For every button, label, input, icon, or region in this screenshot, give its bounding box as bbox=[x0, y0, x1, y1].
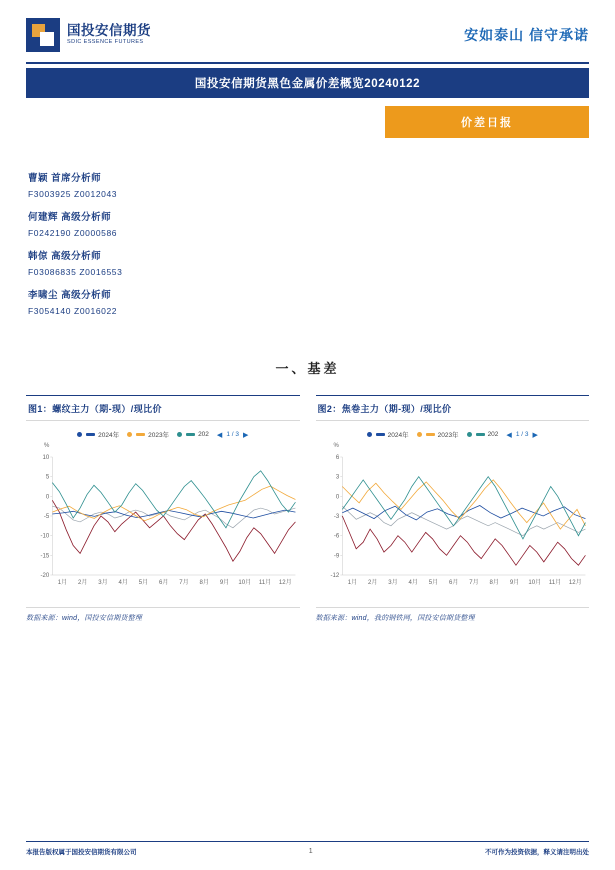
legend-label: 2023年 bbox=[148, 432, 170, 439]
analyst-code: F3003925 Z0012043 bbox=[28, 189, 118, 199]
analyst-list bbox=[26, 170, 589, 316]
figure-1 bbox=[26, 395, 300, 623]
header-divider bbox=[26, 62, 589, 64]
svg-text:0: 0 bbox=[45, 494, 50, 501]
figure-2-y-unit: % bbox=[333, 443, 339, 449]
figure-2-caption: 图2：焦卷主力（期-现）/现比价 bbox=[316, 395, 590, 421]
logo-english-name: SDIC ESSENCE FUTURES bbox=[67, 39, 144, 46]
figure-2-x-ticklabels bbox=[347, 578, 581, 586]
svg-text:-9: -9 bbox=[333, 553, 339, 560]
legend-marker-icon bbox=[127, 432, 132, 437]
analyst-entry bbox=[28, 170, 589, 199]
figure-1-source: 数据来源：wind，国投安信期货整理 bbox=[26, 607, 300, 623]
svg-text:0: 0 bbox=[335, 494, 339, 501]
analyst-entry bbox=[28, 209, 589, 238]
svg-text:10月: 10月 bbox=[527, 580, 541, 586]
legend-label: 202 bbox=[198, 431, 209, 438]
figure-1-chart bbox=[26, 449, 300, 599]
legend-page-indicator: 1 / 3 bbox=[226, 431, 239, 438]
analyst-name: 韩倞 高级分析师 bbox=[28, 251, 102, 262]
svg-text:9月: 9月 bbox=[219, 580, 230, 586]
page-footer bbox=[26, 841, 589, 857]
svg-text:3月: 3月 bbox=[98, 580, 108, 586]
svg-text:8月: 8月 bbox=[199, 580, 209, 586]
legend-item-2023 bbox=[127, 430, 169, 439]
legend-line-icon bbox=[136, 433, 145, 436]
figure-1-plot-area bbox=[26, 443, 300, 599]
prev-page-icon[interactable]: ◀ bbox=[216, 431, 223, 439]
svg-text:-5: -5 bbox=[43, 514, 50, 520]
analyst-code: F3054140 Z0016022 bbox=[28, 306, 118, 316]
legend-line-icon bbox=[186, 433, 195, 436]
legend-marker-icon bbox=[177, 432, 182, 437]
svg-text:6月: 6月 bbox=[448, 580, 458, 586]
svg-text:-15: -15 bbox=[40, 553, 50, 560]
footer-copyright: 本报告版权属于国投安信期货有限公司 bbox=[26, 849, 137, 856]
svg-text:7月: 7月 bbox=[468, 580, 479, 586]
footer-divider bbox=[26, 841, 589, 843]
svg-text:5月: 5月 bbox=[138, 580, 149, 586]
figure-1-series-lines bbox=[52, 471, 295, 561]
company-logo bbox=[26, 18, 151, 52]
analyst-name: 李啸尘 高级分析师 bbox=[28, 290, 112, 301]
figure-1-y-unit: % bbox=[44, 443, 50, 449]
analyst-code: F0242190 Z0000586 bbox=[28, 228, 118, 238]
svg-text:-6: -6 bbox=[333, 533, 339, 540]
legend-marker-icon bbox=[367, 432, 372, 437]
legend-item-2023 bbox=[417, 430, 459, 439]
svg-text:-20: -20 bbox=[40, 573, 50, 579]
svg-text:11月: 11月 bbox=[258, 580, 272, 586]
svg-text:3月: 3月 bbox=[387, 580, 398, 586]
slogan-right: 信守承诺 bbox=[529, 27, 589, 43]
svg-text:4月: 4月 bbox=[118, 580, 128, 586]
svg-text:2月: 2月 bbox=[78, 580, 88, 586]
footer-disclaimer: 不可作为投资依据，释义请注明出处 bbox=[485, 849, 589, 856]
section-heading: 一、基差 bbox=[275, 361, 340, 376]
report-title: 国投安信期货黑色金属价差概览20240122 bbox=[26, 68, 589, 98]
svg-text:6: 6 bbox=[335, 455, 339, 461]
svg-text:3: 3 bbox=[335, 474, 339, 481]
figure-row bbox=[26, 395, 589, 623]
svg-text:4月: 4月 bbox=[408, 580, 418, 586]
analyst-entry bbox=[28, 248, 589, 277]
svg-text:8月: 8月 bbox=[489, 580, 499, 586]
legend-item-202 bbox=[467, 431, 499, 438]
svg-text:5: 5 bbox=[45, 474, 50, 481]
next-page-icon[interactable]: ▶ bbox=[242, 431, 249, 439]
figure-1-legend-pager[interactable] bbox=[217, 431, 248, 439]
svg-text:6月: 6月 bbox=[159, 580, 169, 586]
svg-text:-10: -10 bbox=[40, 533, 50, 540]
figure-2-y-ticklabels bbox=[330, 455, 342, 579]
svg-text:10月: 10月 bbox=[238, 580, 252, 586]
svg-text:9月: 9月 bbox=[509, 580, 519, 586]
svg-text:1月: 1月 bbox=[57, 580, 68, 586]
legend-item-2024 bbox=[367, 430, 409, 439]
legend-item-202 bbox=[177, 431, 209, 438]
legend-label: 202 bbox=[487, 431, 499, 438]
analyst-entry bbox=[28, 287, 589, 316]
figure-1-legend bbox=[26, 430, 300, 439]
badge-row bbox=[26, 106, 589, 138]
svg-text:2月: 2月 bbox=[367, 580, 377, 586]
analyst-name: 曹颖 首席分析师 bbox=[28, 173, 102, 184]
legend-marker-icon bbox=[417, 432, 422, 437]
figure-2 bbox=[316, 395, 590, 623]
logo-chinese-name: 国投安信期货 bbox=[67, 23, 151, 39]
figure-2-source: 数据来源：wind，我的钢铁网，国投安信期货整理 bbox=[316, 607, 590, 623]
figure-2-legend-pager[interactable] bbox=[506, 431, 537, 439]
figure-2-plot-area bbox=[316, 443, 590, 599]
figure-2-legend bbox=[316, 430, 590, 439]
svg-text:7月: 7月 bbox=[179, 580, 189, 586]
svg-text:-12: -12 bbox=[330, 573, 339, 579]
svg-text:11月: 11月 bbox=[548, 580, 561, 586]
figure-1-axes bbox=[52, 457, 295, 575]
next-page-icon[interactable]: ▶ bbox=[532, 431, 538, 439]
figure-2-axes bbox=[342, 457, 585, 575]
figure-1-x-ticklabels bbox=[58, 578, 292, 586]
svg-text:12月: 12月 bbox=[278, 580, 292, 586]
svg-text:12月: 12月 bbox=[568, 580, 582, 586]
svg-text:10: 10 bbox=[42, 455, 50, 461]
legend-line-icon bbox=[476, 433, 485, 436]
legend-label: 2024年 bbox=[387, 432, 409, 439]
legend-marker-icon bbox=[77, 432, 82, 437]
legend-line-icon bbox=[376, 433, 385, 436]
legend-line-icon bbox=[86, 433, 95, 436]
legend-page-indicator: 1 / 3 bbox=[515, 431, 529, 438]
legend-marker-icon bbox=[467, 432, 472, 437]
analyst-code: F03086835 Z0016553 bbox=[28, 267, 123, 277]
figure-1-y-ticklabels bbox=[41, 455, 53, 579]
slogan-left: 安如泰山 bbox=[464, 27, 525, 43]
header-slogan bbox=[464, 25, 589, 45]
page-number: 1 bbox=[308, 848, 313, 855]
legend-item-2024 bbox=[77, 430, 119, 439]
prev-page-icon[interactable]: ◀ bbox=[506, 431, 512, 439]
logo-text bbox=[67, 24, 151, 46]
figure-2-series-lines bbox=[342, 477, 585, 566]
logo-mark-icon bbox=[26, 18, 60, 52]
report-type-badge: 价差日报 bbox=[385, 106, 589, 138]
legend-label: 2024年 bbox=[98, 432, 120, 439]
svg-text:-3: -3 bbox=[333, 514, 339, 520]
legend-line-icon bbox=[426, 433, 435, 436]
page-header bbox=[26, 0, 589, 62]
svg-text:5月: 5月 bbox=[428, 580, 438, 586]
figure-1-caption: 图1：螺纹主力（期-现）/现比价 bbox=[26, 395, 300, 421]
legend-label: 2023年 bbox=[437, 432, 459, 439]
figure-2-chart bbox=[316, 449, 590, 599]
analyst-name: 何建辉 高级分析师 bbox=[28, 212, 112, 223]
svg-text:1月: 1月 bbox=[347, 580, 357, 586]
